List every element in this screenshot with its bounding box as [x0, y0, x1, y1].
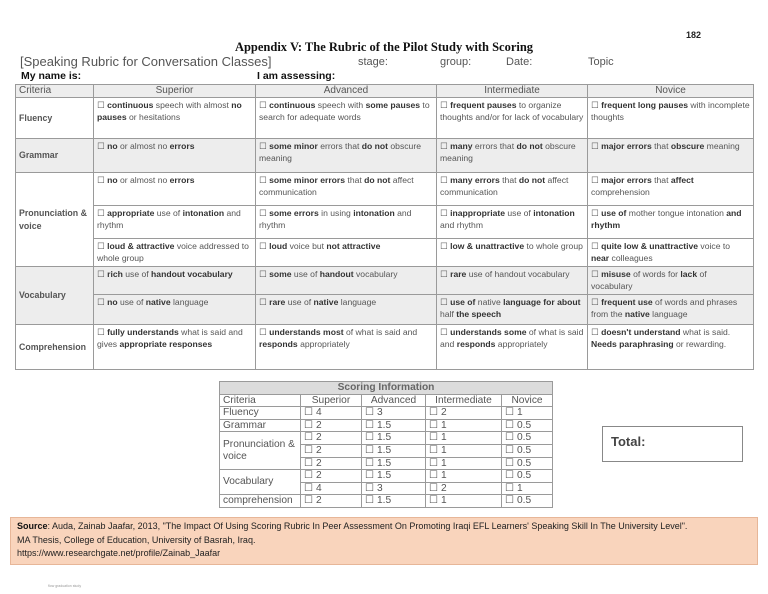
criteria-comprehension: Comprehension [16, 325, 94, 370]
score-header-intermediate: Intermediate [426, 394, 502, 407]
descriptor-text: use of [285, 297, 314, 307]
scoring-caption: Scoring Information [220, 382, 553, 395]
score-header-superior: Superior [301, 394, 362, 407]
descriptor-text: and rhythm [440, 220, 483, 231]
score-checkbox[interactable]: ☐ 3 [362, 407, 426, 420]
descriptor-text: and rhythm [259, 208, 412, 231]
score-checkbox[interactable]: ☐ 4 [301, 407, 362, 420]
descriptor-text: language [649, 309, 688, 320]
descriptor-text: near [591, 253, 610, 264]
descriptor-text: appropriately [495, 339, 548, 350]
checkbox-icon: ☐ [97, 297, 108, 307]
score-checkbox[interactable]: ☐ 0.5 [502, 444, 553, 457]
descriptor-text: and rhythm [97, 208, 241, 231]
descriptor-text: speech with [315, 100, 366, 110]
checkbox-icon: ☐ [259, 208, 270, 218]
descriptor-text: rare [450, 269, 467, 279]
rubric-header-novice: Novice [588, 85, 754, 98]
pronunciation-3-intermediate-checkbox[interactable] [437, 239, 588, 267]
descriptor-text: of what is said and [440, 327, 584, 350]
vocabulary-1-intermediate-checkbox[interactable] [437, 267, 588, 295]
descriptor-text: intonation [353, 208, 395, 218]
descriptor-text: errors [169, 141, 195, 151]
checkbox-icon: ☐ [97, 100, 108, 110]
descriptor-text: affect communication [440, 175, 569, 198]
descriptor-text: understands most [269, 327, 344, 337]
score-checkbox[interactable]: ☐ 1 [426, 457, 502, 470]
rubric-header-criteria: Criteria [16, 85, 94, 98]
rubric-row-vocabulary-1 [16, 267, 754, 295]
descriptor-text: mother tongue intonation [628, 208, 724, 218]
descriptor-text: no [107, 297, 118, 307]
grammar-intermediate-checkbox[interactable] [437, 139, 588, 173]
score-row [220, 432, 553, 445]
score-row [220, 419, 553, 432]
rubric-row-pronunciation-1 [16, 173, 754, 206]
score-criteria-label: comprehension [220, 495, 301, 508]
descriptor-text: that [499, 175, 519, 185]
total-score-box[interactable] [602, 426, 743, 462]
descriptor-text: use of [505, 208, 534, 218]
fluency-novice-checkbox[interactable] [588, 98, 754, 139]
descriptor-text: understands some [450, 327, 527, 337]
descriptor-text: fully understands [107, 327, 179, 337]
rubric-row-fluency [16, 98, 754, 139]
descriptor-text: or almost no [117, 141, 170, 151]
pronunciation-3-superior-checkbox[interactable] [94, 239, 256, 267]
criteria-pronunciation: Pronunciation & voice [16, 173, 94, 267]
pronunciation-3-advanced-checkbox[interactable] [256, 239, 437, 267]
score-checkbox[interactable]: ☐ 1.5 [362, 432, 426, 445]
descriptor-text: do not [361, 141, 389, 151]
score-checkbox[interactable]: ☐ 0.5 [502, 432, 553, 445]
descriptor-text: use of [291, 269, 320, 279]
descriptor-text: the speech [453, 309, 502, 320]
descriptor-text: affect communication [259, 175, 414, 198]
rubric-row-comprehension [16, 325, 754, 370]
total-label: Total: [611, 434, 646, 449]
pronunciation-1-intermediate-checkbox[interactable] [437, 173, 588, 206]
descriptor-text: voice addressed to whole group [97, 241, 249, 264]
checkbox-icon: ☐ [440, 175, 451, 185]
score-checkbox[interactable]: ☐ 2 [426, 407, 502, 420]
descriptor-text: that [651, 141, 671, 151]
name-row [15, 70, 752, 84]
descriptor-text: to whole group [524, 241, 583, 251]
descriptor-text: and rhythm [591, 208, 742, 231]
score-checkbox[interactable]: ☐ 2 [301, 419, 362, 432]
score-checkbox[interactable]: ☐ 1 [426, 419, 502, 432]
score-checkbox[interactable]: ☐ 0.5 [502, 419, 553, 432]
descriptor-text: loud [269, 241, 288, 251]
source-line-2: MA Thesis, College of Education, University of Basrah, Iraq. [17, 534, 256, 545]
descriptor-text: rare [269, 297, 286, 307]
descriptor-text: intonation [182, 208, 225, 218]
checkbox-icon: ☐ [97, 141, 108, 151]
score-checkbox[interactable]: ☐ 2 [301, 470, 362, 483]
descriptor-text: rich [107, 269, 123, 279]
descriptor-text: quite low & unattractive [601, 241, 699, 251]
descriptor-text: obscure meaning [259, 141, 421, 164]
descriptor-text: responds [259, 339, 298, 350]
checkbox-icon: ☐ [259, 327, 270, 337]
descriptor-text: continuous [269, 100, 316, 110]
group-field-label: group: [440, 56, 472, 68]
grammar-advanced-checkbox[interactable] [256, 139, 437, 173]
vocabulary-2-superior-checkbox[interactable] [94, 295, 256, 325]
rubric-row-grammar [16, 139, 754, 173]
score-checkbox[interactable]: ☐ 2 [301, 457, 362, 470]
score-checkbox[interactable]: ☐ 1 [426, 495, 502, 508]
score-checkbox[interactable]: ☐ 1 [426, 444, 502, 457]
vocabulary-2-intermediate-checkbox[interactable] [437, 295, 588, 325]
descriptor-text: do not [364, 175, 391, 185]
checkbox-icon: ☐ [440, 241, 451, 251]
descriptor-text: or hesitations [126, 112, 181, 123]
descriptor-text: appropriately [297, 339, 350, 350]
descriptor-text: that [651, 175, 671, 185]
descriptor-text: some errors [269, 208, 319, 218]
descriptor-text: Needs paraphrasing [591, 339, 674, 350]
descriptor-text: or rewarding. [673, 339, 727, 350]
checkbox-icon: ☐ [440, 297, 451, 307]
descriptor-text: native [477, 297, 501, 307]
descriptor-text: low & unattractive [450, 241, 525, 251]
descriptor-text: doesn't understand [601, 327, 681, 337]
descriptor-text: native [313, 297, 339, 307]
rubric-form-title: [Speaking Rubric for Conversation Classes] [20, 54, 272, 69]
fluency-intermediate-checkbox[interactable] [437, 98, 588, 139]
descriptor-text: language [338, 297, 377, 307]
score-criteria-label: Pronunciation & voice [220, 432, 301, 470]
descriptor-text: loud & attractive [107, 241, 175, 251]
checkbox-icon: ☐ [259, 175, 270, 185]
source-label: Source [17, 521, 48, 531]
descriptor-text: use of [154, 208, 183, 218]
checkbox-icon: ☐ [97, 175, 108, 185]
vocabulary-2-novice-checkbox[interactable] [588, 295, 754, 325]
score-header-criteria: Criteria [220, 394, 301, 407]
appendix-title: Appendix V: The Rubric of the Pilot Study with Scoring [234, 40, 534, 54]
descriptor-text: meaning [704, 141, 740, 151]
descriptor-text: handout vocabulary [151, 269, 233, 279]
checkbox-icon: ☐ [259, 141, 270, 151]
descriptor-text: use of handout vocabulary [466, 269, 570, 279]
descriptor-text: intonation [533, 208, 575, 218]
descriptor-text: comprehension [591, 187, 650, 198]
footer-note: flow graduation study [48, 584, 82, 588]
descriptor-text: responds [456, 339, 496, 350]
vocabulary-1-superior-checkbox[interactable] [94, 267, 256, 295]
rubric-header-intermediate: Intermediate [437, 85, 588, 98]
pronunciation-2-advanced-checkbox[interactable] [256, 206, 437, 239]
score-checkbox[interactable]: ☐ 2 [301, 495, 362, 508]
checkbox-icon: ☐ [97, 241, 108, 251]
descriptor-text: of words and phrases from the [591, 297, 738, 320]
descriptor-text: major errors [601, 175, 652, 185]
descriptor-text: some [269, 269, 292, 279]
checkbox-icon: ☐ [259, 241, 270, 251]
criteria-grammar: Grammar [16, 139, 94, 173]
descriptor-text: what is said. [680, 327, 731, 337]
checkbox-icon: ☐ [591, 141, 602, 151]
descriptor-text: appropriate [107, 208, 155, 218]
descriptor-text: some minor errors [269, 175, 346, 185]
descriptor-text: of vocabulary [591, 269, 707, 292]
checkbox-icon: ☐ [591, 269, 602, 279]
my-name-label: My name is: [21, 70, 82, 82]
checkbox-icon: ☐ [259, 297, 270, 307]
score-checkbox[interactable]: ☐ 4 [301, 482, 362, 495]
descriptor-text: that [345, 175, 365, 185]
descriptor-text: frequent pauses [450, 100, 517, 110]
descriptor-text: native [145, 297, 171, 307]
score-checkbox[interactable]: ☐ 1 [502, 482, 553, 495]
pronunciation-2-intermediate-checkbox[interactable] [437, 206, 588, 239]
checkbox-icon: ☐ [591, 241, 602, 251]
descriptor-text: to search for adequate words [259, 100, 430, 123]
score-checkbox[interactable]: ☐ 0.5 [502, 457, 553, 470]
checkbox-icon: ☐ [97, 269, 108, 279]
descriptor-text: some minor [269, 141, 318, 151]
checkbox-icon: ☐ [591, 208, 602, 218]
descriptor-text: errors that [472, 141, 517, 151]
score-checkbox[interactable]: ☐ 0.5 [502, 495, 553, 508]
descriptor-text: frequent long pauses [601, 100, 688, 110]
descriptor-text: voice but [287, 241, 327, 251]
criteria-vocabulary: Vocabulary [16, 267, 94, 325]
rubric-row-pronunciation-2 [16, 206, 754, 239]
vocabulary-1-advanced-checkbox[interactable] [256, 267, 437, 295]
score-criteria-label: Fluency [220, 407, 301, 420]
comprehension-advanced-checkbox[interactable] [256, 325, 437, 370]
score-checkbox[interactable]: ☐ 1.5 [362, 470, 426, 483]
descriptor-text: what is said and gives [97, 327, 243, 350]
descriptor-text: lack [680, 269, 698, 279]
descriptor-text: no [107, 175, 118, 185]
descriptor-text: use of [122, 269, 152, 279]
score-header-novice: Novice [502, 394, 553, 407]
descriptor-text: language for about [500, 297, 581, 307]
pronunciation-2-novice-checkbox[interactable] [588, 206, 754, 239]
topic-field-label: Topic [588, 56, 614, 68]
pronunciation-1-advanced-checkbox[interactable] [256, 173, 437, 206]
grammar-superior-checkbox[interactable] [94, 139, 256, 173]
descriptor-text: use of [450, 297, 478, 307]
descriptor-text: do not [516, 141, 543, 151]
checkbox-icon: ☐ [440, 269, 451, 279]
descriptor-text: handout [319, 269, 354, 279]
pronunciation-2-superior-checkbox[interactable] [94, 206, 256, 239]
descriptor-text: obscure [670, 141, 705, 151]
score-row [220, 495, 553, 508]
grammar-novice-checkbox[interactable] [588, 139, 754, 173]
checkbox-icon: ☐ [259, 269, 270, 279]
pronunciation-1-novice-checkbox[interactable] [588, 173, 754, 206]
checkbox-icon: ☐ [440, 208, 451, 218]
score-checkbox[interactable]: ☐ 2 [301, 432, 362, 445]
fluency-superior-checkbox[interactable] [94, 98, 256, 139]
descriptor-text: misuse [601, 269, 631, 279]
descriptor-text: errors that [317, 141, 362, 151]
checkbox-icon: ☐ [591, 297, 602, 307]
form-header [20, 54, 752, 70]
score-row [220, 470, 553, 483]
score-checkbox[interactable]: ☐ 0.5 [502, 470, 553, 483]
descriptor-text: affect [670, 175, 694, 185]
descriptor-text: frequent use [601, 297, 653, 307]
comprehension-intermediate-checkbox[interactable] [437, 325, 588, 370]
descriptor-text: native [624, 309, 650, 320]
rubric-header-advanced: Advanced [256, 85, 437, 98]
descriptor-text: colleagues [609, 253, 653, 264]
descriptor-text: obscure meaning [440, 141, 576, 164]
descriptor-text: not attractive [326, 241, 381, 251]
score-header-advanced: Advanced [362, 394, 426, 407]
descriptor-text: many errors [450, 175, 500, 185]
descriptor-text: many [450, 141, 473, 151]
rubric-row-vocabulary-2 [16, 295, 754, 325]
criteria-fluency: Fluency [16, 98, 94, 139]
descriptor-text: inappropriate [450, 208, 506, 218]
stage-field-label: stage: [358, 56, 388, 68]
checkbox-icon: ☐ [440, 100, 451, 110]
score-checkbox[interactable]: ☐ 1.5 [362, 419, 426, 432]
descriptor-text: or almost no [117, 175, 170, 185]
descriptor-text: with incomplete thoughts [591, 100, 750, 123]
descriptor-text: language [170, 297, 209, 307]
descriptor-text: vocabulary [353, 269, 398, 279]
score-checkbox[interactable]: ☐ 1.5 [362, 444, 426, 457]
fluency-advanced-checkbox[interactable] [256, 98, 437, 139]
descriptor-text: major errors [601, 141, 652, 151]
score-checkbox[interactable]: ☐ 1 [426, 432, 502, 445]
score-criteria-label: Grammar [220, 419, 301, 432]
descriptor-text: in using [318, 208, 354, 218]
vocabulary-1-novice-checkbox[interactable] [588, 267, 754, 295]
score-checkbox[interactable]: ☐ 2 [426, 482, 502, 495]
comprehension-superior-checkbox[interactable] [94, 325, 256, 370]
checkbox-icon: ☐ [259, 100, 270, 110]
descriptor-text: some pauses [365, 100, 421, 110]
descriptor-text: no pauses [97, 100, 242, 123]
score-checkbox[interactable]: ☐ 1 [426, 470, 502, 483]
score-criteria-label: Vocabulary [220, 470, 301, 495]
date-field-label: Date: [506, 56, 533, 68]
pronunciation-3-novice-checkbox[interactable] [588, 239, 754, 267]
descriptor-text: of what is said and [343, 327, 418, 337]
rubric-header-superior: Superior [94, 85, 256, 98]
score-row [220, 407, 553, 420]
descriptor-text: continuous [107, 100, 154, 110]
comprehension-novice-checkbox[interactable] [588, 325, 754, 370]
descriptor-text: of words for [630, 269, 681, 279]
vocabulary-2-advanced-checkbox[interactable] [256, 295, 437, 325]
descriptor-text: voice to [698, 241, 731, 251]
descriptor-text: to organize thoughts and/or for lack of vocabulary [440, 100, 584, 123]
score-checkbox[interactable]: ☐ 1.5 [362, 457, 426, 470]
descriptor-text: use of [117, 297, 146, 307]
score-checkbox[interactable]: ☐ 2 [301, 444, 362, 457]
descriptor-text: speech with almost [153, 100, 232, 110]
source-text: : Auda, Zainab Jaafar, 2013, "The Impact Of Using Scoring Rubric In Peer Assessment On Promoting Iraqi EFL Learners' Speaking Skill In The University Level". [47, 521, 688, 531]
checkbox-icon: ☐ [97, 208, 108, 218]
descriptor-text: use of [601, 208, 629, 218]
pronunciation-1-superior-checkbox[interactable] [94, 173, 256, 206]
rubric-row-pronunciation-3 [16, 239, 754, 267]
source-link[interactable]: https://www.researchgate.net/profile/Zainab_Jaafar [17, 548, 221, 558]
descriptor-text: do not [518, 175, 546, 185]
checkbox-icon: ☐ [440, 141, 451, 151]
descriptor-text: errors [169, 175, 195, 185]
source-citation [10, 517, 758, 565]
assessing-label: I am assessing: [257, 70, 336, 82]
descriptor-text: no [107, 141, 118, 151]
score-checkbox[interactable]: ☐ 3 [362, 482, 426, 495]
descriptor-text: half [440, 309, 454, 320]
checkbox-icon: ☐ [591, 100, 602, 110]
checkbox-icon: ☐ [591, 175, 602, 185]
score-checkbox[interactable]: ☐ 1 [502, 407, 553, 420]
speaking-rubric-table [15, 84, 754, 370]
page-number: 182 [686, 30, 702, 40]
scoring-information-table [219, 381, 553, 508]
descriptor-text: appropriate responses [119, 339, 213, 350]
score-checkbox[interactable]: ☐ 1.5 [362, 495, 426, 508]
checkbox-icon: ☐ [97, 327, 108, 337]
source-line-1 [17, 520, 751, 534]
checkbox-icon: ☐ [591, 327, 602, 337]
checkbox-icon: ☐ [440, 327, 451, 337]
